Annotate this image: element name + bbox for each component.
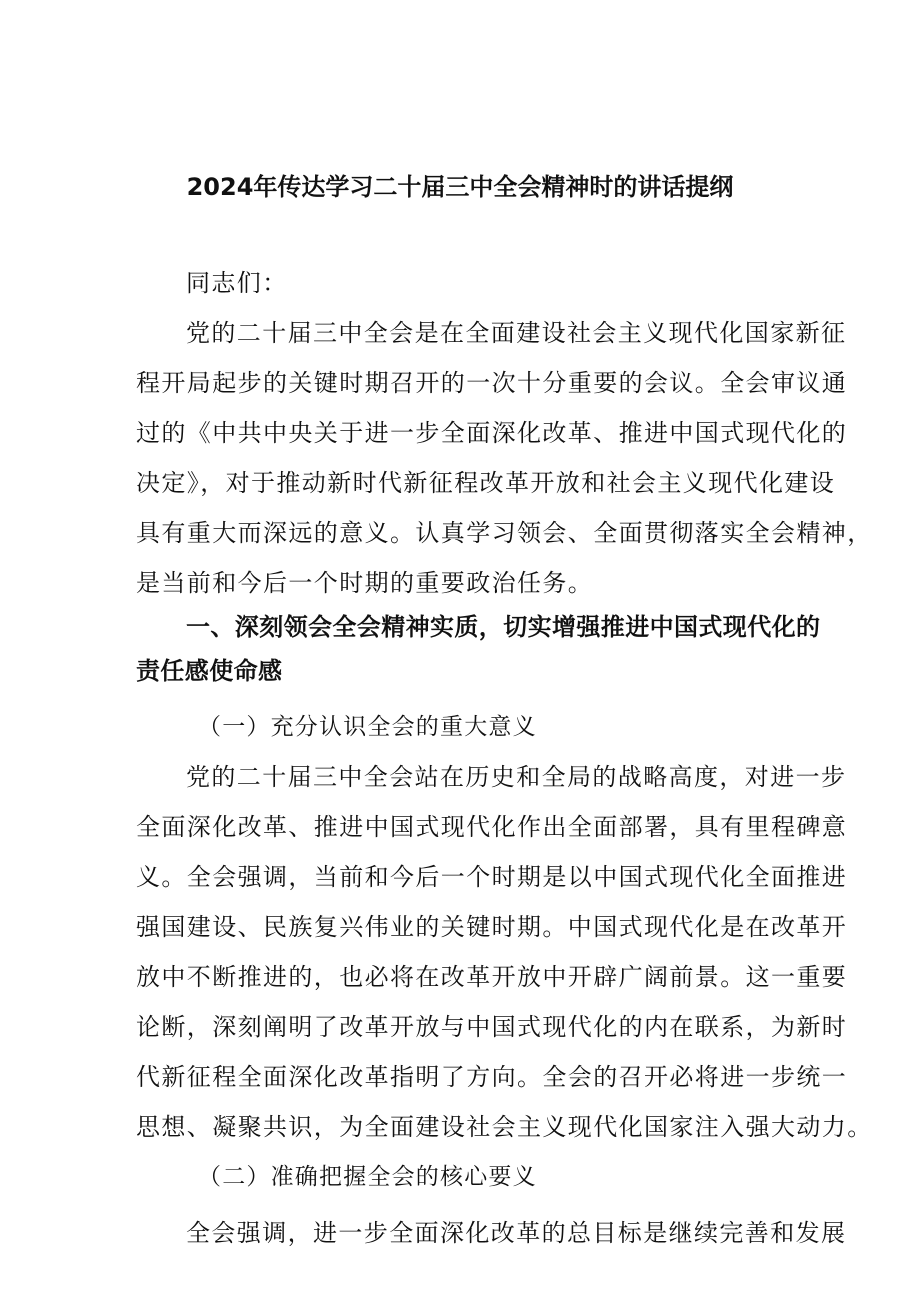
subsection-title: （一）充分认识全会的重大意义 [198,714,537,740]
paragraph-line: 全会强调，进一步全面深化改革的总目标是继续完善和发展 [186,1219,847,1247]
paragraph-line: 论断，深刻阐明了改革开放与中国式现代化的内在联系，为新时 [136,1013,848,1041]
section-heading: 一、深刻领会全会精神实质，切实增强推进中国式现代化的 [186,613,821,641]
intro-line: 是当前和今后一个时期的重要政治任务。 [136,569,594,597]
salutation: 同志们： [186,269,288,297]
paragraph-line: 代新征程全面深化改革指明了方向。全会的召开必将进一步统一 [136,1063,848,1091]
paragraph-line: 全面深化改革、推进中国式现代化作出全面部署，具有里程碑意 [136,813,848,841]
intro-line: 党的二十届三中全会是在全面建设社会主义现代化国家新征 [186,319,847,347]
paragraph-line: 思想、凝聚共识，为全面建设社会主义现代化国家注入强大动力。 [136,1113,873,1141]
paragraph-line: 放中不断推进的，也必将在改革开放中开辟广阔前景。这一重要 [136,963,848,991]
intro-line: 程开局起步的关键时期召开的一次十分重要的会议。全会审议通 [136,369,848,397]
paragraph-line: 党的二十届三中全会站在历史和全局的战略高度，对进一步 [186,763,847,791]
intro-line: 过的《中共中央关于进一步全面深化改革、推进中国式现代化的 [136,419,848,447]
section-heading: 责任感使命感 [136,657,283,685]
intro-line: 具有重大而深远的意义。认真学习领会、全面贯彻落实全会精神， [136,519,873,547]
intro-line: 决定》，对于推动新时代新征程改革开放和社会主义现代化建设 [136,469,836,497]
paragraph-line: 强国建设、民族复兴伟业的关键时期。中国式现代化是在改革开 [136,913,848,941]
paragraph-line: 义。全会强调，当前和今后一个时期是以中国式现代化全面推进 [136,863,848,891]
document-title: 2024年传达学习二十届三中全会精神时的讲话提纲 [186,173,734,201]
subsection-title: （二）准确把握全会的核心要义 [198,1164,537,1190]
